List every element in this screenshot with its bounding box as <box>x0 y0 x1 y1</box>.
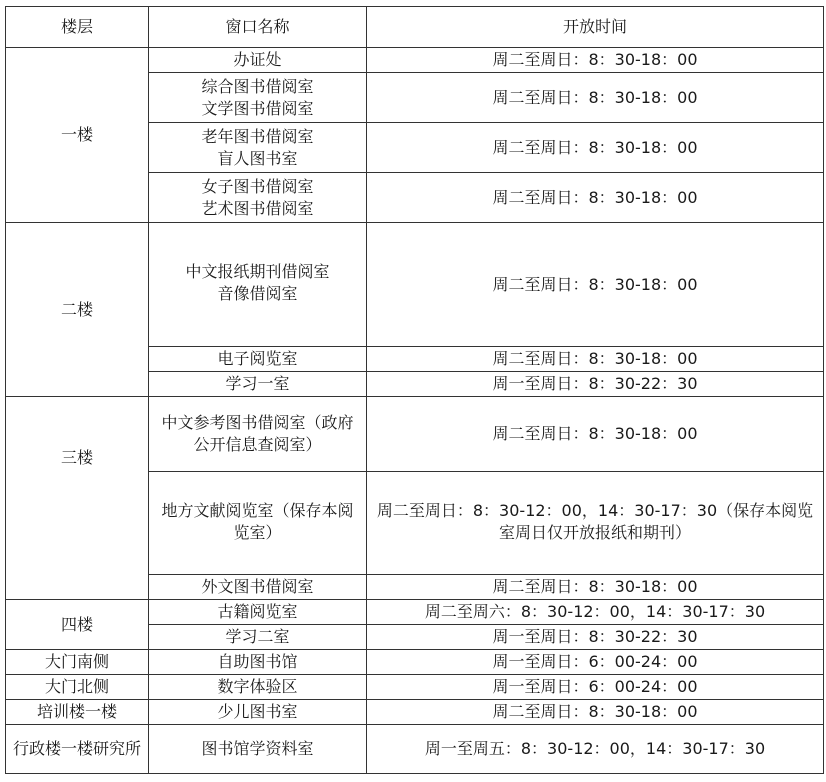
hours-cell: 周一至周日：6：00-24：00 <box>367 650 824 675</box>
header-row <box>6 7 824 48</box>
floor-cell: 二楼 <box>6 223 149 397</box>
table-row <box>6 600 824 625</box>
header-opening-hours: 开放时间 <box>367 7 824 48</box>
floor-cell: 一楼 <box>6 48 149 223</box>
window-cell: 中文报纸期刊借阅室 音像借阅室 <box>149 223 367 347</box>
window-cell: 自助图书馆 <box>149 650 367 675</box>
hours-cell: 周二至周日：8：30-18：00 <box>367 223 824 347</box>
window-cell: 学习二室 <box>149 625 367 650</box>
hours-cell: 周二至周日：8：30-18：00 <box>367 48 824 73</box>
hours-cell: 周一至周日：8：30-22：30 <box>367 625 824 650</box>
header-window-name: 窗口名称 <box>149 7 367 48</box>
window-cell: 少儿图书室 <box>149 700 367 725</box>
floor-cell: 大门南侧 <box>6 650 149 675</box>
hours-cell: 周一至周日：8：30-22：30 <box>367 372 824 397</box>
hours-cell: 周二至周日：8：30-18：00 <box>367 397 824 472</box>
window-cell: 古籍阅览室 <box>149 600 367 625</box>
window-cell: 地方文献阅览室（保存本阅览室） <box>149 472 367 575</box>
hours-cell: 周一至周五：8：30-12：00，14：30-17：30 <box>367 725 824 774</box>
header-floor: 楼层 <box>6 7 149 48</box>
floor-cell: 三楼 <box>6 397 149 600</box>
window-cell: 图书馆学资料室 <box>149 725 367 774</box>
hours-cell: 周二至周日：8：30-18：00 <box>367 173 824 223</box>
table-row <box>6 725 824 774</box>
hours-cell: 周二至周日：8：30-18：00 <box>367 73 824 123</box>
hours-cell: 周二至周日：8：30-18：00 <box>367 700 824 725</box>
window-cell: 综合图书借阅室 文学图书借阅室 <box>149 73 367 123</box>
window-cell: 女子图书借阅室 艺术图书借阅室 <box>149 173 367 223</box>
floor-cell: 四楼 <box>6 600 149 650</box>
window-cell: 中文参考图书借阅室（政府公开信息查阅室） <box>149 397 367 472</box>
table-row <box>6 675 824 700</box>
window-cell: 办证处 <box>149 48 367 73</box>
table-row <box>6 223 824 347</box>
table-row <box>6 650 824 675</box>
table-row <box>6 700 824 725</box>
hours-cell: 周二至周六：8：30-12：00，14：30-17：30 <box>367 600 824 625</box>
table-row <box>6 397 824 472</box>
hours-cell: 周二至周日：8：30-18：00 <box>367 347 824 372</box>
hours-cell: 周二至周日：8：30-12：00，14：30-17：30（保存本阅览室周日仅开放报纸和期刊） <box>367 472 824 575</box>
table-row <box>6 48 824 73</box>
window-cell: 外文图书借阅室 <box>149 575 367 600</box>
hours-cell: 周二至周日：8：30-18：00 <box>367 575 824 600</box>
window-cell: 老年图书借阅室 盲人图书室 <box>149 123 367 173</box>
hours-cell: 周二至周日：8：30-18：00 <box>367 123 824 173</box>
floor-cell: 培训楼一楼 <box>6 700 149 725</box>
floor-cell: 大门北侧 <box>6 675 149 700</box>
window-cell: 学习一室 <box>149 372 367 397</box>
hours-cell: 周一至周日：6：00-24：00 <box>367 675 824 700</box>
window-cell: 电子阅览室 <box>149 347 367 372</box>
floor-cell: 行政楼一楼研究所 <box>6 725 149 774</box>
window-cell: 数字体验区 <box>149 675 367 700</box>
opening-hours-table <box>5 6 824 774</box>
